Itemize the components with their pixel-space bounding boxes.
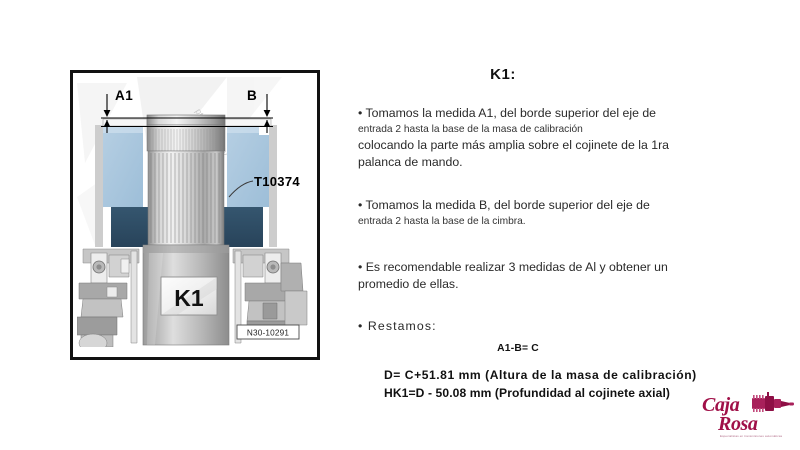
transmission-gearbox-icon	[752, 392, 794, 412]
watermark-text: pt	[193, 106, 206, 119]
paragraph-1-line-3: colocando la parte más amplia sobre el cojinete de la 1ra	[358, 138, 670, 152]
dimension-label-a1: A1	[115, 88, 134, 103]
figure-panel	[70, 70, 320, 360]
spacer-1	[358, 171, 758, 197]
paragraph-1-line-4: palanca de mando.	[358, 155, 463, 169]
housing-right-light	[227, 125, 269, 207]
formula-hk1: HK1=D - 50.08 mm (Profundidad al cojinete axial)	[384, 386, 671, 400]
housing-right-dark	[223, 207, 263, 247]
paragraph-recommendation	[358, 259, 758, 293]
dimension-label-b: B	[247, 88, 257, 103]
component-label-k1: K1	[174, 285, 204, 311]
instructions-panel	[358, 66, 758, 400]
splined-shaft	[148, 151, 224, 245]
figure-inner	[77, 77, 313, 353]
brand-logo	[700, 390, 796, 442]
tool-label-t10374: T10374	[254, 174, 300, 189]
paragraph-subtract-heading: • Restamos:	[358, 319, 437, 333]
formula-d: D= C+51.81 mm (Altura de la masa de calibración)	[384, 368, 697, 382]
paragraph-2-line-1: • Tomamos la medida B, del borde superior del eje de	[358, 198, 650, 212]
logo-line-2: Rosa	[718, 413, 758, 435]
paragraph-measure-a1	[358, 105, 758, 171]
housing-left-light	[103, 125, 143, 207]
paragraph-3-line-2: promedio de ellas.	[358, 277, 459, 291]
paragraph-3-line-1: • Es recomendable realizar 3 medidas de Al y obtener un	[358, 260, 668, 274]
logo-tagline: Especialistas en transmisiones automáticas	[720, 434, 783, 438]
reference-code-text: N30-10291	[246, 328, 290, 338]
paragraph-2-line-2: entrada 2 hasta la base de la cimbra.	[358, 216, 526, 227]
logo-line-1: Caja	[702, 394, 740, 416]
spacer-3	[358, 293, 758, 319]
transmission-cross-section-diagram	[77, 77, 313, 353]
shaft-top-collar	[147, 115, 225, 125]
page-title: K1:	[490, 66, 516, 83]
spacer-2	[358, 229, 758, 259]
formula-a1-minus-b: A1-B= C	[497, 343, 539, 354]
paragraph-measure-b	[358, 197, 758, 229]
paragraph-1-line-2: entrada 2 hasta la base de la masa de calibración	[358, 124, 583, 135]
housing-left-dark	[111, 207, 149, 247]
caja-rosa-logo	[700, 390, 796, 442]
paragraph-1-line-1: • Tomamos la medida A1, del borde superior del eje de	[358, 106, 657, 120]
